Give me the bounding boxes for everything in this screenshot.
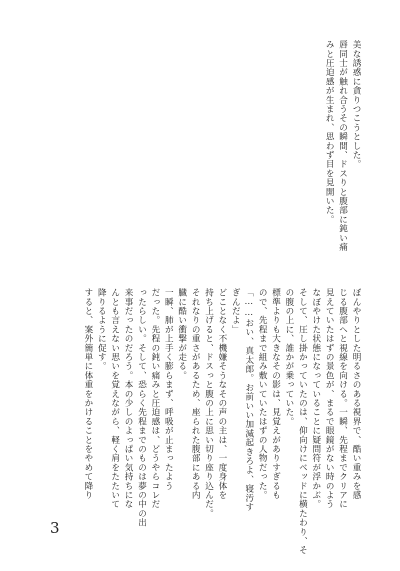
text-line: ので、先程まで組み敷いていたはずの人物だった。 bbox=[257, 288, 268, 500]
text-line: だった。先程の鈍い痛みと圧迫感は、どうやらコレだ bbox=[149, 288, 160, 509]
text-line: 見えていたはずの景色が、まるで眼鏡がない時のよう bbox=[324, 288, 335, 509]
text-line: なぼやけた状態になっていることに疑問符が浮かぶ。 bbox=[310, 288, 321, 509]
text-line: ぎんだよ」 bbox=[230, 288, 241, 334]
main-paragraph bbox=[80, 288, 362, 555]
opening-paragraph bbox=[322, 40, 362, 252]
text-line: 唇同士が触れ合うその瞬間、ドスりと腹部に鈍い痛 bbox=[337, 40, 348, 252]
text-line: 降りるように促す。 bbox=[96, 288, 107, 371]
text-line: 持ち上げると、ドスっと腹の上に思い切り座り込んだ。 bbox=[203, 288, 214, 518]
text-line: すると、案外簡単に体重をかけることをやめて降り bbox=[82, 288, 93, 500]
text-line: 一瞬、肺が上手く膨らまず、呼吸が止まったよう bbox=[163, 288, 174, 491]
text-line: 来事だったのだろう。本の少しのよっぱい気持ちにな bbox=[123, 288, 134, 509]
text-line: どことなく不機嫌そうなその声の主は、一度身体を bbox=[216, 288, 227, 500]
text-line: 臓に酷い衝撃が走る。 bbox=[176, 288, 187, 380]
text-line: 標準よりも大きなその影は、見覚えがありすぎるも bbox=[270, 288, 281, 500]
text-line: それなりの重さがあるため、座られた腹部にある内 bbox=[190, 288, 201, 500]
text-line: ぼんやりとした明るさのある視界で、酷い重みを感 bbox=[351, 288, 361, 500]
text-line: ったらしい。そして、恐らく先程までのものは夢の中の出 bbox=[136, 288, 147, 528]
text-line: 美な誘惑に貪りつこうとした。 bbox=[351, 40, 361, 169]
text-line: じる腹部へと視線を向ける。一瞬、先程までクリアに bbox=[337, 288, 348, 509]
text-line: んとも言えない思いを覚えながら、軽く肩をたたいて bbox=[109, 288, 120, 509]
page-number: 3 bbox=[50, 519, 60, 537]
text-line: みと圧迫感が生まれ、思わず目を見開いた。 bbox=[324, 40, 335, 224]
text-line: そして、圧し掛かっていたのは、仰向けにベッドに横たわり、そ bbox=[297, 288, 308, 555]
text-line: の腹の上に、誰かが乗っていた。 bbox=[283, 288, 294, 426]
text-line: 「……おい、真太郎。お前いい加減起きろよ、寝汚す bbox=[243, 288, 254, 512]
